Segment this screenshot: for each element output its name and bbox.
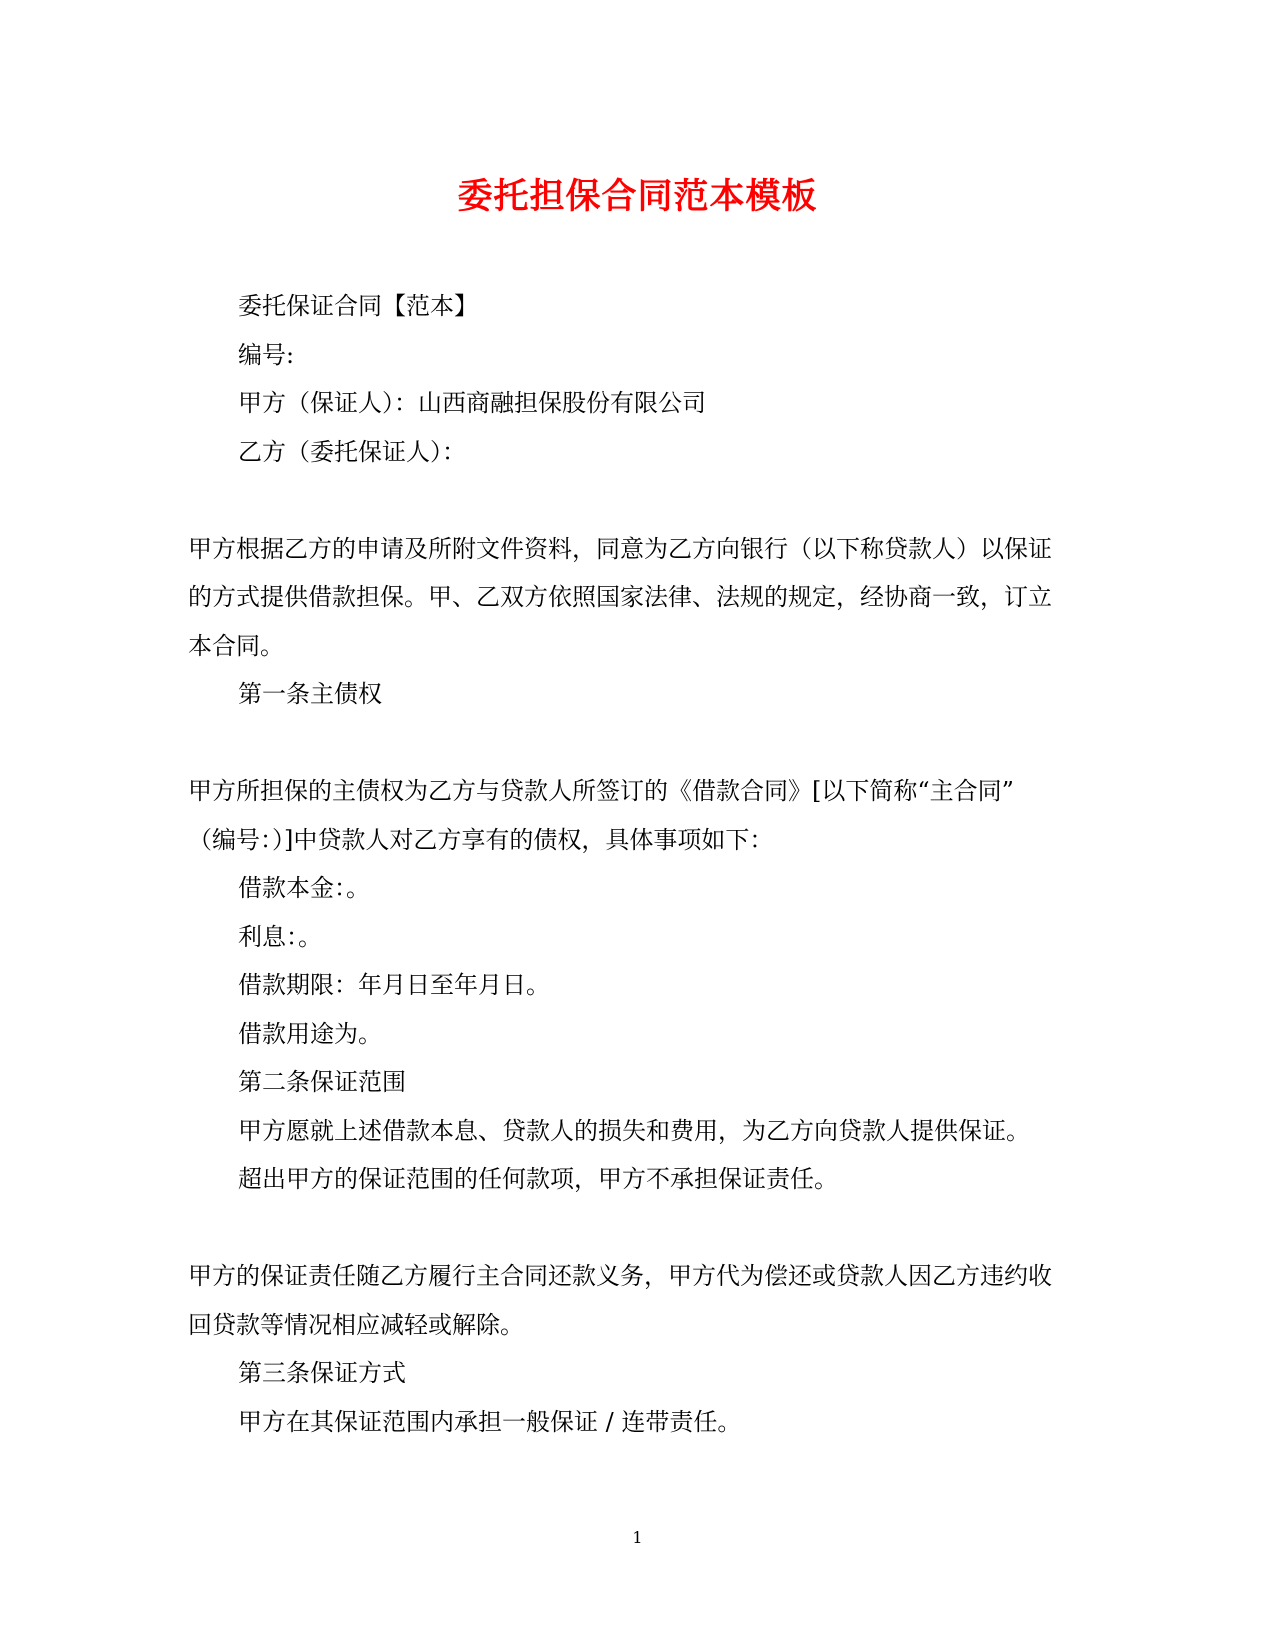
spacer xyxy=(188,719,1088,768)
loan-term: 借款期限：年月日至年月日。 xyxy=(238,971,550,999)
article-2-heading: 第二条保证范围 xyxy=(238,1068,406,1096)
document-body xyxy=(188,282,1088,1446)
paragraph-line: 的方式提供借款担保。甲、乙双方依照国家法律、法规的规定，经协商一致，订立 xyxy=(188,583,1052,611)
spacer xyxy=(188,1204,1088,1253)
article-3-line: 甲方在其保证范围内承担一般保证 / 连带责任。 xyxy=(238,1407,742,1436)
paragraph-line: （编号：）]中贷款人对乙方享有的债权，具体事项如下： xyxy=(188,825,774,854)
paragraph-line: 甲方根据乙方的申请及所附文件资料，同意为乙方向银行（以下称贷款人）以保证 xyxy=(188,534,1052,563)
article-2-line: 甲方愿就上述借款本息、贷款人的损失和费用，为乙方向贷款人提供保证。 xyxy=(238,1116,1030,1145)
paragraph-line: 甲方所担保的主债权为乙方与贷款人所签订的《借款合同》[以下简称“主合同” xyxy=(188,777,1014,805)
document-title: 委托担保合同范本模板 xyxy=(457,176,818,217)
article-3-heading: 第三条保证方式 xyxy=(238,1359,406,1387)
loan-interest: 利息：。 xyxy=(238,922,322,951)
party-b: 乙方（委托保证人）： xyxy=(238,437,466,466)
contract-name: 委托保证合同【范本】 xyxy=(238,292,478,320)
paragraph-line: 回贷款等情况相应减轻或解除。 xyxy=(188,1310,524,1339)
page-number: 1 xyxy=(632,1528,643,1547)
spacer xyxy=(188,476,1088,525)
paragraph-line: 本合同。 xyxy=(188,631,284,660)
loan-principal: 借款本金：。 xyxy=(238,874,370,902)
loan-purpose: 借款用途为。 xyxy=(238,1019,382,1048)
contract-number: 编号: xyxy=(238,340,295,369)
article-1-heading: 第一条主债权 xyxy=(238,680,382,708)
paragraph-line: 甲方的保证责任随乙方履行主合同还款义务，甲方代为偿还或贷款人因乙方违约收 xyxy=(188,1262,1052,1290)
article-2-line: 超出甲方的保证范围的任何款项，甲方不承担保证责任。 xyxy=(238,1165,838,1193)
party-a: 甲方（保证人）：山西商融担保股份有限公司 xyxy=(238,389,706,417)
